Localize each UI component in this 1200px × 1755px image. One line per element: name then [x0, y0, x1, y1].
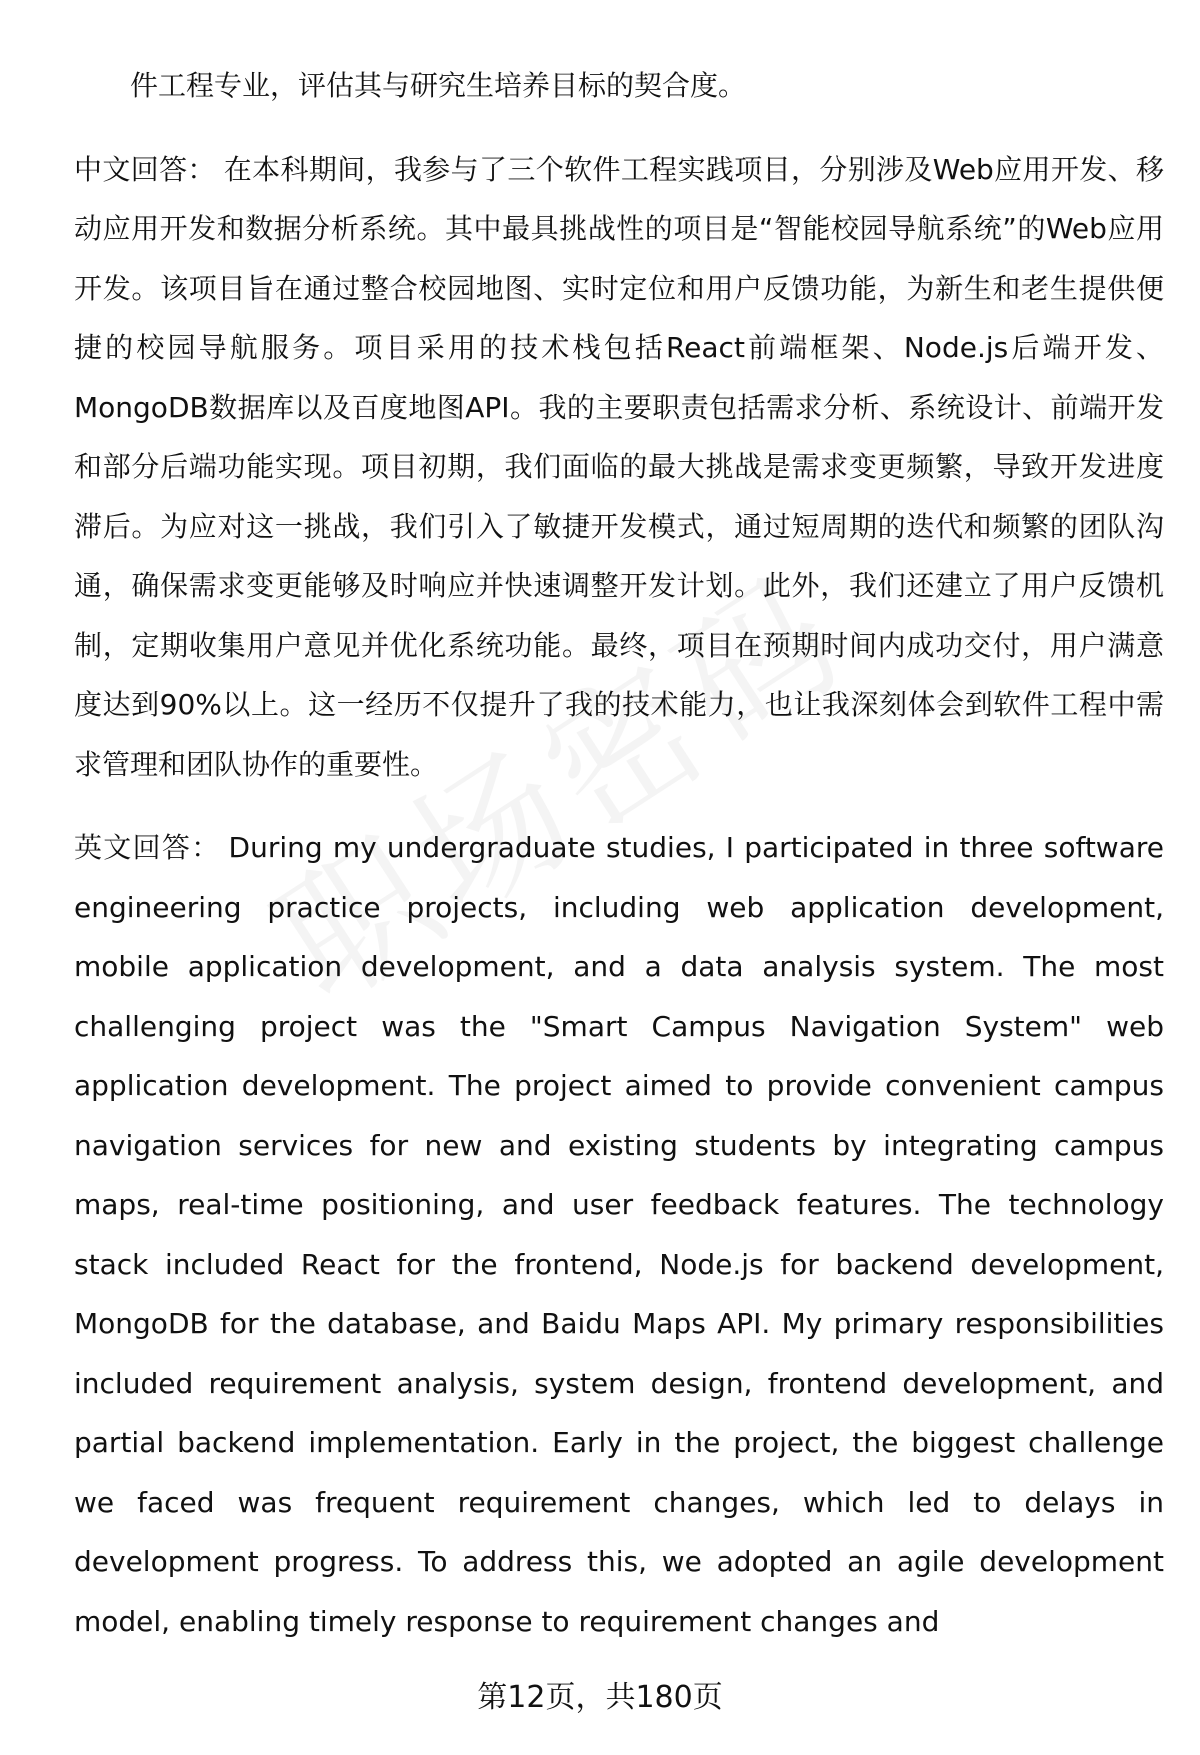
page-number-footer: 第12页，共180页 — [477, 1680, 723, 1715]
chinese-answer-label: 中文回答： — [74, 152, 216, 186]
document-body — [74, 56, 1164, 1675]
english-answer-text: During my undergraduate studies, I participated in three software engineering practice projects, including web application development, mobile application development, and a data analysis system. The most challenging project was the "Smart Campus Navigation System" web application development. The project aimed to provide convenient campus navigation services for new and existing students by integrating campus maps, real-time positioning, and user feedback features. The technology stack included React for the frontend, Node.js for backend development, MongoDB for the database, and Baidu Maps API. My primary responsibilities included requirement analysis, system design, frontend development, and partial backend implementation. Early in the project, the biggest challenge we faced was frequent requirement changes, which led to delays in development progress. To address this, we adopted an agile development model, enabling timely response to requirement changes and — [74, 831, 1164, 1638]
chinese-answer-paragraph — [74, 140, 1164, 795]
english-answer-label: 英文回答： — [74, 831, 221, 864]
chinese-answer-text: 在本科期间，我参与了三个软件工程实践项目，分别涉及Web应用开发、移动应用开发和数据分析系统。其中最具挑战性的项目是“智能校园导航系统”的Web应用开发。该项目旨在通过整合校园地图、实时定位和用户反馈功能，为新生和老生提供便捷的校园导航服务。项目采用的技术栈包括React前端框架、Node.js后端开发、MongoDB数据库以及百度地图API。我的主要职责包括需求分析、系统设计、前端开发和部分后端功能实现。项目初期，我们面临的最大挑战是需求变更频繁，导致开发进度滞后。为应对这一挑战，我们引入了敏捷开发模式，通过短周期的迭代和频繁的团队沟通，确保需求变更能够及时响应并快速调整开发计划。此外，我们还建立了用户反馈机制，定期收集用户意见并优化系统功能。最终，项目在预期时间内成功交付，用户满意度达到90%以上。这一经历不仅提升了我的技术能力，也让我深刻体会到软件工程中需求管理和团队协作的重要性。 — [74, 152, 1164, 781]
english-answer-paragraph — [74, 818, 1164, 1651]
continuation-text: 件工程专业，评估其与研究生培养目标的契合度。 — [130, 69, 747, 102]
continuation-paragraph — [74, 56, 1164, 116]
